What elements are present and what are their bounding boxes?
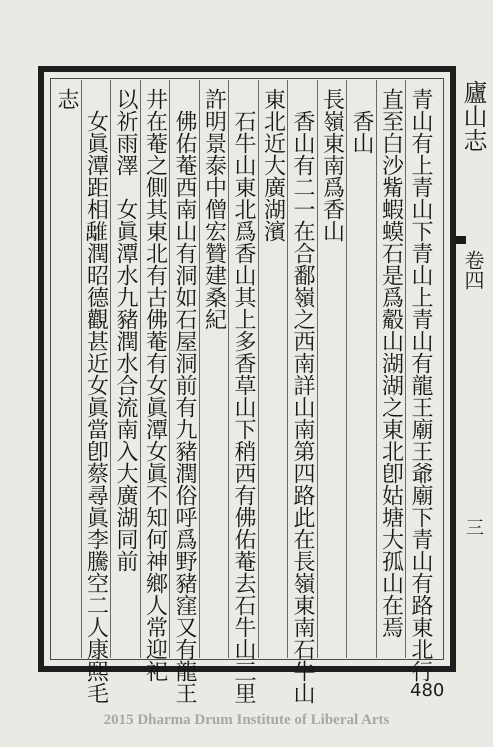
text-column: 志 — [54, 88, 79, 110]
column-rule — [317, 80, 318, 658]
column-rule — [228, 80, 229, 658]
column-rule — [140, 80, 141, 658]
column-rule — [346, 80, 347, 658]
column-rule — [376, 80, 377, 658]
text-column: 東北近大廣湖濱 — [260, 88, 286, 242]
column-rule — [405, 80, 406, 658]
watermark: 2015 Dharma Drum Institute of Liberal Arts — [103, 712, 390, 728]
column-rule — [169, 80, 170, 658]
margin-page-label: 三 — [463, 518, 484, 536]
text-column: 石牛山東北爲香山其上多香草山下稍西有佛佑菴去石牛山三里 — [231, 88, 256, 704]
column-rule — [110, 80, 111, 658]
text-column: 香山 — [349, 88, 374, 154]
text-column: 以祈雨澤 女眞潭水九豬潤水合流南入大廣湖同前 — [113, 88, 138, 572]
page-number: 480 — [410, 680, 445, 701]
column-rule — [81, 80, 82, 658]
text-column: 佛佑菴西南山有洞如石屋洞前有九豬潤俗呼爲野豬窪又有龍王 — [172, 88, 197, 704]
column-rule — [287, 80, 288, 658]
margin-block-mark — [456, 236, 466, 244]
text-column: 女眞潭距相𩀌潤昭德觀甚近女眞當卽蔡尋眞李騰空二人康熙毛 — [83, 88, 109, 704]
margin-volume: 卷四 — [461, 250, 485, 290]
text-column: 直至白沙觜蝦蟆石是爲觳山湖湖之東北卽姑塘大孤山在焉 — [378, 88, 404, 638]
column-rule — [258, 80, 259, 658]
text-column: 青山有上青山下青山上青山有龍王廟王爺廟下青山有路東北行 — [408, 88, 433, 682]
text-column: 井在菴之側其東北有古佛菴有女眞潭女眞不知何神鄉人常迎祀 — [142, 88, 168, 682]
margin-title: 廬山志 — [459, 80, 487, 152]
text-column: 香山有二一在合鄱嶺之西南詳山南第四路此在長嶺東南石牛山 — [290, 88, 315, 704]
column-rule — [199, 80, 200, 658]
text-column: 許明景泰中僧宏贊建桑紀 — [201, 88, 227, 330]
text-column: 長嶺東南爲香山 — [319, 88, 345, 242]
